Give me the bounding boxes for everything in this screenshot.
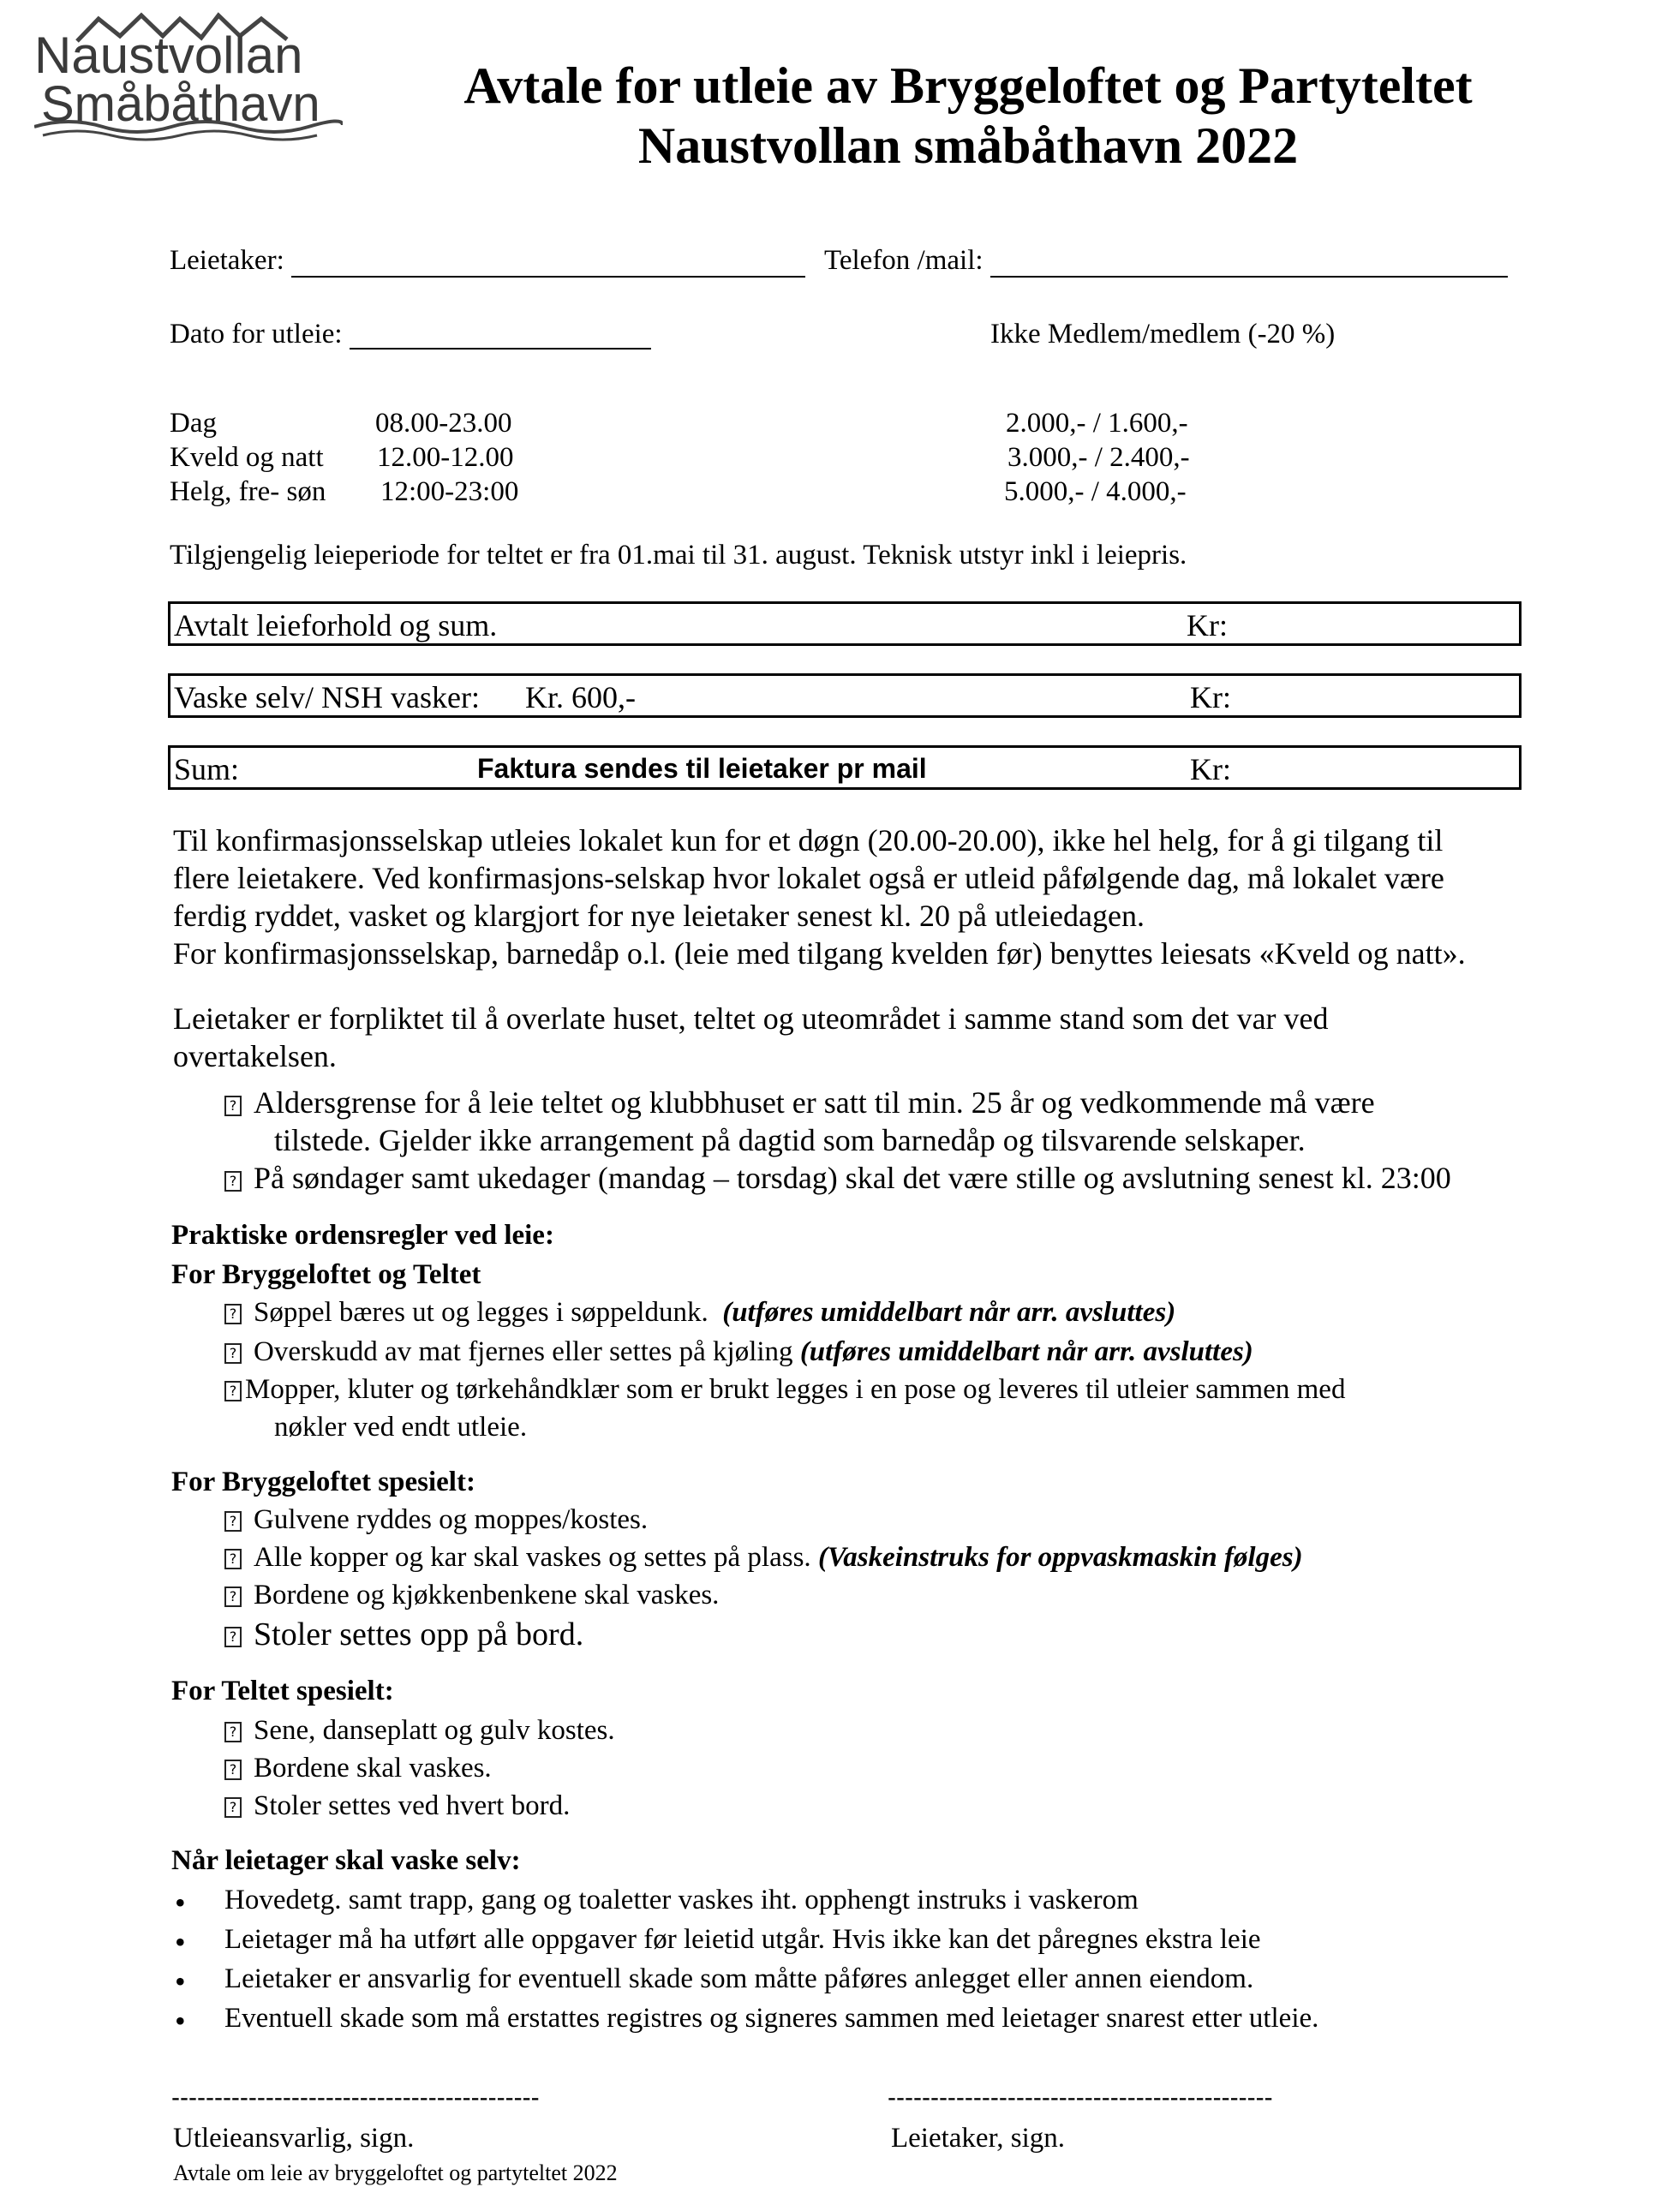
checkbox-icon: ? [224, 1586, 242, 1607]
logo-name: Naustvollan [34, 27, 303, 84]
telt-item-text: Sene, danseplatt og gulv kostes. [254, 1715, 615, 1746]
checkbox-icon: ? [224, 1096, 242, 1116]
cleaning-kr: Kr: [1190, 680, 1231, 714]
rate-label: Helg, fre- søn [170, 476, 326, 507]
vaske-bullet-item [175, 1963, 1254, 1999]
confirmation-text-line: For konfirmasjonsselskap, barnedåp o.l. (leie med tilgang kvelden før) benyttes leiesats «Kveld og natt». [173, 936, 1466, 971]
vaske-item-text: Leietager må ha utført alle oppgaver før leietid utgår. Hvis ikke kan det påregnes ekstra leie [224, 1924, 1261, 1955]
rate-time: 08.00-23.00 [375, 408, 512, 439]
age-rule [224, 1085, 1375, 1120]
brygge-item-text: Gulvene ryddes og moppes/kostes. [254, 1504, 649, 1535]
brygge-item [224, 1504, 648, 1536]
sum-kr: Kr: [1190, 752, 1231, 786]
practical-item [224, 1336, 1253, 1368]
signature-line-right[interactable]: --------------------------------------------- [888, 2083, 1273, 2112]
dato-label: Dato for utleie: [170, 319, 343, 350]
practical-item [224, 1297, 1175, 1329]
page-subtitle: Naustvollan småbåthavn 2022 [637, 117, 1299, 174]
practical-item-continued: nøkler ved endt utleie. [274, 1412, 528, 1443]
vaske-item-text: Eventuell skade som må erstattes registres og signeres sammen med leietager snarest etter utleie. [224, 2003, 1319, 2034]
bullet-icon: • [175, 1925, 186, 1959]
vaske-item-text: Leietaker er ansvarlig for eventuell skade som måtte påføres anlegget eller annen eiendom. [224, 1963, 1254, 1994]
checkbox-icon: ? [224, 1549, 242, 1569]
cleaning-amount: Kr. 600,- [525, 680, 636, 714]
telefon-label: Telefon /mail: [824, 245, 983, 276]
checkbox-icon: ? [224, 1511, 242, 1532]
practical-item-text: Overskudd av mat fjernes eller settes på kjøling [254, 1336, 793, 1367]
rate-price: 5.000,- / 4.000,- [1004, 476, 1187, 507]
vaske-bullet-item [175, 1924, 1261, 1960]
cleaning-label: Vaske selv/ NSH vasker: [174, 680, 480, 714]
brygge-item-note: (Vaskeinstruks for oppvaskmaskin følges) [817, 1542, 1303, 1573]
practical-item [224, 1374, 1345, 1406]
brygge-heading: For Bryggeloftet spesielt: [171, 1467, 475, 1497]
vaske-heading: Når leietager skal vaske selv: [171, 1845, 521, 1876]
practical-item-text: Søppel bæres ut og legges i søppeldunk. [254, 1297, 708, 1328]
bullet-icon: • [175, 2004, 186, 2038]
invoice-note: Faktura sendes til leietaker pr mail [477, 753, 927, 784]
checkbox-icon: ? [224, 1797, 242, 1818]
quiet-rule [224, 1160, 1451, 1196]
sum-label: Sum: [174, 752, 240, 786]
vaske-bullet-item [175, 1885, 1139, 1921]
medlem-label: Ikke Medlem/medlem (-20 %) [990, 319, 1336, 350]
checkbox-icon: ? [224, 1304, 242, 1324]
confirmation-text-line: Til konfirmasjonsselskap utleies lokalet kun for et døgn (20.00-20.00), ikke hel helg, for å gi tilgang til [173, 823, 1444, 857]
brygge-item-text: Alle kopper og kar skal vaskes og settes på plass. [254, 1542, 811, 1573]
age-rule-continued: tilstede. Gjelder ikke arrangement på dagtid som barnedåp og tilsvarende selskaper. [274, 1123, 1306, 1157]
obligation-text-line: overtakelsen. [173, 1039, 337, 1073]
obligation-text-line: Leietaker er forpliktet til å overlate huset, teltet og uteområdet i samme stand som det var ved [173, 1001, 1329, 1036]
rate-price: 2.000,- / 1.600,- [1006, 408, 1188, 439]
brygge-item [224, 1580, 719, 1611]
sum-box[interactable] [168, 745, 1522, 790]
telt-heading: For Teltet spesielt: [171, 1676, 394, 1706]
bullet-icon: • [175, 1885, 186, 1920]
rate-price: 3.000,- / 2.400,- [1007, 442, 1190, 473]
rate-label: Kveld og natt [170, 442, 324, 473]
telt-item [224, 1790, 570, 1822]
signature-line-left[interactable]: ------------------------------------------- [171, 2083, 540, 2112]
telt-item [224, 1753, 492, 1784]
vaske-item-text: Hovedetg. samt trapp, gang og toaletter vaskes iht. opphengt instruks i vaskerom [224, 1885, 1139, 1915]
brygge-item [224, 1616, 583, 1653]
footer-text: Avtale om leie av bryggeloftet og partyteltet 2022 [173, 2160, 618, 2185]
checkbox-icon: ? [224, 1171, 242, 1192]
checkbox-icon: ? [224, 1381, 242, 1401]
practical-item-text: Mopper, kluter og tørkehåndklær som er brukt legges i en pose og leveres til utleier sammen med [245, 1374, 1346, 1405]
practical-item-note: (utføres umiddelbart når arr. avsluttes) [799, 1336, 1253, 1367]
practical-subheading: For Bryggeloftet og Teltet [171, 1259, 481, 1290]
logo-subname: Småbåthavn [41, 76, 320, 132]
bullet-icon: • [175, 1964, 186, 1999]
quiet-rule-text: På søndager samt ukedager (mandag – torsdag) skal det være stille og avslutning senest kl. 23:00 [254, 1161, 1451, 1195]
rate-time: 12.00-12.00 [377, 442, 514, 473]
practical-heading: Praktiske ordensregler ved leie: [171, 1220, 554, 1251]
rate-label: Dag [170, 408, 217, 439]
checkbox-icon: ? [224, 1627, 242, 1647]
signature-label-right: Leietaker, sign. [891, 2123, 1066, 2154]
vaske-bullet-item [175, 2003, 1319, 2039]
brygge-item [224, 1542, 1303, 1574]
leietaker-label: Leietaker: [170, 245, 284, 276]
cleaning-box[interactable] [168, 673, 1522, 718]
telt-item-text: Bordene skal vaskes. [254, 1753, 492, 1784]
rate-time: 12:00-23:00 [380, 476, 519, 507]
brygge-item-text: Bordene og kjøkkenbenkene skal vaskes. [254, 1580, 720, 1610]
telt-item-text: Stoler settes ved hvert bord. [254, 1790, 571, 1821]
checkbox-icon: ? [224, 1760, 242, 1780]
confirmation-text-line: ferdig ryddet, vasket og klargjort for nye leietaker senest kl. 20 på utleiedagen. [173, 899, 1145, 933]
agreement-kr: Kr: [1187, 608, 1228, 642]
telt-item [224, 1715, 615, 1747]
age-rule-text: Aldersgrense for å leie teltet og klubbhuset er satt til min. 25 år og vedkommende må være [254, 1085, 1375, 1120]
brygge-item-text: Stoler settes opp på bord. [254, 1616, 584, 1652]
checkbox-icon: ? [224, 1343, 242, 1364]
availability-text: Tilgjengelig leieperiode for teltet er fra 01.mai til 31. august. Teknisk utstyr inkl i leiepris. [170, 540, 1187, 571]
confirmation-text-line: flere leietakere. Ved konfirmasjons-selskap hvor lokalet også er utleid påfølgende dag, må lokalet være [173, 861, 1444, 895]
telefon-field[interactable] [990, 276, 1508, 278]
page-title: Avtale for utleie av Bryggeloftet og Partyteltet [463, 57, 1473, 114]
dato-field[interactable] [350, 348, 651, 350]
agreement-box[interactable] [168, 601, 1522, 646]
leietaker-field[interactable] [291, 276, 805, 278]
practical-item-note: (utføres umiddelbart når arr. avsluttes) [722, 1297, 1176, 1328]
agreement-label: Avtalt leieforhold og sum. [174, 608, 498, 642]
checkbox-icon: ? [224, 1722, 242, 1742]
signature-label-left: Utleieansvarlig, sign. [173, 2123, 415, 2154]
